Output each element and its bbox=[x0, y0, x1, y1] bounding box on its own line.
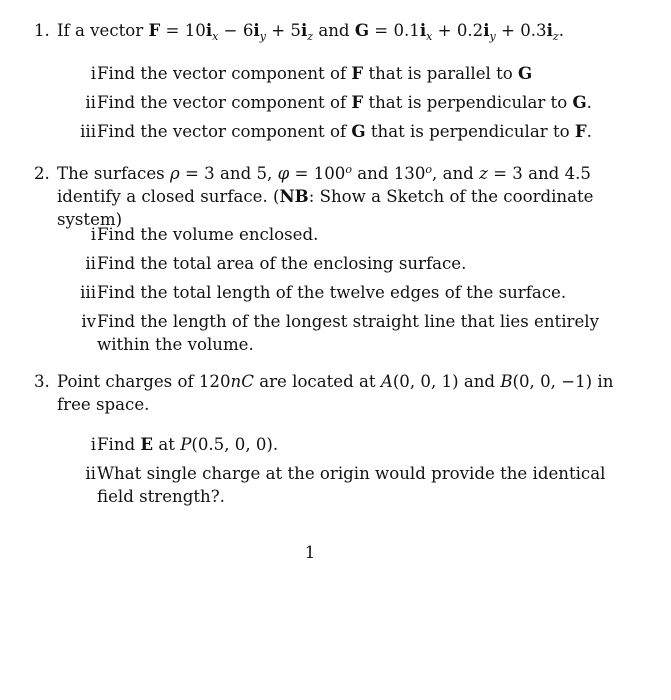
question-1-part-iii bbox=[74, 120, 614, 143]
part-text: Find the total length of the twelve edges of the surface. bbox=[97, 283, 567, 302]
question-2-part-iii bbox=[74, 281, 614, 304]
question-3-part-ii bbox=[74, 462, 614, 508]
page-number: 1 bbox=[304, 543, 316, 562]
question-2-part-iv bbox=[74, 310, 614, 356]
part-text: Find the total area of the enclosing surface. bbox=[97, 254, 467, 273]
part-numeral: ii bbox=[85, 93, 96, 112]
part-numeral: ii bbox=[85, 254, 96, 273]
question-3-part-i bbox=[74, 433, 614, 456]
part-text: Find the vector component of G that is perpendicular to F. bbox=[97, 121, 592, 141]
part-numeral: ii bbox=[85, 464, 96, 483]
part-text: What single charge at the origin would provide the identical field strength?. bbox=[97, 464, 606, 506]
question-1-part-i bbox=[74, 62, 614, 85]
part-text: Find the vector component of F that is perpendicular to G. bbox=[97, 92, 592, 112]
part-text: Find the length of the longest straight line that lies entirely within the volume. bbox=[97, 312, 599, 354]
question-1 bbox=[34, 19, 614, 42]
question-3 bbox=[34, 370, 614, 416]
part-numeral: iii bbox=[80, 122, 96, 141]
part-numeral: i bbox=[90, 225, 96, 244]
question-number: 3. bbox=[34, 372, 50, 391]
part-text: Find E at P(0.5, 0, 0). bbox=[97, 434, 279, 454]
part-text: Find the volume enclosed. bbox=[97, 225, 319, 244]
question-text: Point charges of 120nC are located at A(0, 0, 1) and B(0, 0, −1) in free space. bbox=[57, 372, 614, 414]
part-text: Find the vector component of F that is parallel to G bbox=[97, 63, 533, 83]
part-numeral: i bbox=[90, 64, 96, 83]
question-2 bbox=[34, 162, 614, 231]
question-text: The surfaces ρ = 3 and 5, $\varphi = 100^o$ and 130$^o$, and z = 3 and 4.5 identify a closed surface. (NB: Show a Sketch of the coordinate system) bbox=[57, 163, 594, 229]
question-text: If a vector $F = 10i_x - 6i_y + 5i_z$ and $G = 0.1i_x + 0.2i_y + 0.3i_z$. bbox=[57, 20, 564, 43]
question-1-part-ii bbox=[74, 91, 614, 114]
part-numeral: iii bbox=[80, 283, 96, 302]
question-2-part-ii bbox=[74, 252, 614, 275]
question-number: 1. bbox=[34, 21, 50, 40]
question-2-part-i bbox=[74, 223, 614, 246]
part-numeral: i bbox=[90, 435, 96, 454]
part-numeral: iv bbox=[81, 312, 96, 331]
question-number: 2. bbox=[34, 164, 50, 183]
